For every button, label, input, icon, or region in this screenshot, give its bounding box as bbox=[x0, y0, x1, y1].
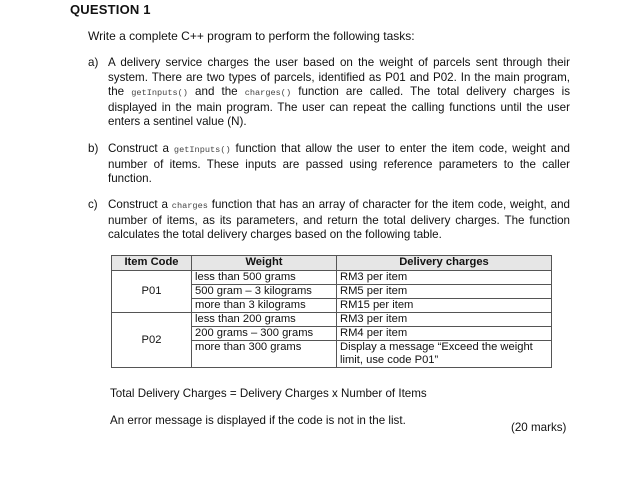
part-a-text-1: A delivery service charges the user based on the weight of parcels sent through their system. There are two types of parcels, identified as P01 and P02. In the main program, the bbox=[108, 56, 570, 99]
header-weight: Weight bbox=[192, 256, 337, 271]
item-code-cell: P02 bbox=[112, 313, 192, 368]
weight-cell: less than 500 grams bbox=[192, 271, 337, 285]
part-b-text-2: function that allow the user to enter the item code, weight and number of items. These inputs are passed using reference parameters to the caller function. bbox=[108, 142, 570, 186]
part-a-text-2: and the bbox=[187, 85, 245, 99]
table-header-row bbox=[112, 256, 552, 271]
weight-cell: 200 grams – 300 grams bbox=[192, 327, 337, 341]
part-a-text bbox=[108, 56, 570, 130]
charge-cell: RM5 per item bbox=[337, 285, 552, 299]
part-a-text-3: function are called. The total delivery charges is displayed in the main program. The user can repeat the calling functions until the user enters a sentinel value (N). bbox=[108, 85, 570, 129]
weight-cell: less than 200 grams bbox=[192, 313, 337, 327]
part-c-text-2: function that has an array of character for the item code, weight, and number of items, as its parameters, and return the total delivery charges. The function calculates the total delivery charges based on the following table. bbox=[108, 198, 570, 242]
table-row bbox=[112, 271, 552, 285]
charge-cell: RM3 per item bbox=[337, 271, 552, 285]
weight-cell: more than 300 grams bbox=[192, 341, 337, 368]
part-a-code-charges: charges() bbox=[244, 88, 292, 99]
part-c-text-1: Construct a bbox=[108, 198, 172, 211]
part-a-code-getinputs: getInputs() bbox=[131, 88, 188, 99]
part-c-marker: c) bbox=[88, 198, 98, 211]
charge-cell: RM3 per item bbox=[337, 313, 552, 327]
part-b-marker: b) bbox=[88, 142, 99, 155]
header-item-code: Item Code bbox=[112, 256, 192, 271]
part-a-marker: a) bbox=[88, 56, 99, 69]
question-title: QUESTION 1 bbox=[70, 2, 151, 17]
marks-label: (20 marks) bbox=[511, 421, 567, 434]
weight-cell: more than 3 kilograms bbox=[192, 299, 337, 313]
error-note: An error message is displayed if the code is not in the list. bbox=[110, 414, 406, 427]
header-delivery-charges: Delivery charges bbox=[337, 256, 552, 271]
charge-cell: RM15 per item bbox=[337, 299, 552, 313]
part-b-code-getinputs: getInputs() bbox=[173, 145, 231, 155]
part-c-code-charges: charges bbox=[171, 201, 208, 211]
weight-cell: 500 gram – 3 kilograms bbox=[192, 285, 337, 299]
part-b-text-1: Construct a bbox=[108, 142, 174, 155]
charge-cell: RM4 per item bbox=[337, 327, 552, 341]
part-c-text bbox=[108, 198, 570, 243]
delivery-charges-table bbox=[111, 255, 552, 368]
charge-cell: Display a message “Exceed the weight limit, use code P01” bbox=[337, 341, 552, 368]
part-b-text bbox=[108, 142, 570, 187]
table-row bbox=[112, 313, 552, 327]
formula-text: Total Delivery Charges = Delivery Charges x Number of Items bbox=[110, 387, 427, 400]
question-intro: Write a complete C++ program to perform the following tasks: bbox=[88, 29, 415, 43]
item-code-cell: P01 bbox=[112, 271, 192, 313]
